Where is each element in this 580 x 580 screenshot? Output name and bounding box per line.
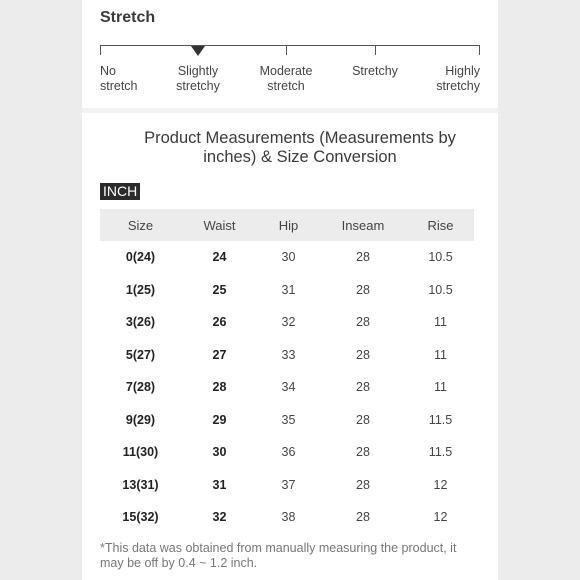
waist-cell: 27 [212,347,227,362]
hip-cell: 31 [281,282,296,297]
table-row [100,436,474,469]
stretch-level-marker-icon [191,46,205,56]
table-row [100,241,474,274]
table-row [100,306,474,339]
size-cell: 0(24) [125,250,156,265]
hip-cell: 37 [281,477,296,492]
size-cell: 1(25) [125,282,156,297]
hip-cell: 36 [281,445,296,460]
rise-cell: 10.5 [428,250,453,265]
waist-cell: 30 [212,445,227,460]
hip-cell: 33 [281,347,296,362]
stretch-tick [286,45,287,55]
size-cell: 15(32) [122,510,159,525]
measurements-title: Product Measurements (Measurements by inches) & Size Conversion [144,129,456,166]
inseam-cell: 28 [356,477,370,492]
stretch-section [82,0,498,113]
stretch-tick [479,45,480,55]
stretch-title: Stretch [100,9,156,26]
stretch-scale-line [100,45,480,46]
rise-cell: 11.5 [428,412,453,427]
hip-cell: 34 [281,380,296,395]
inseam-cell: 28 [356,445,370,460]
rise-cell: 12 [433,477,448,492]
inseam-cell: 28 [356,510,370,525]
hip-cell: 30 [281,250,296,265]
inseam-cell: 28 [356,412,370,427]
table-header-row [100,209,474,241]
stretch-tick [375,45,376,55]
measurements-section [82,113,498,580]
product-info-page [82,0,498,580]
inseam-cell: 28 [356,282,370,297]
unit-badge: INCH [100,183,140,200]
inseam-cell: 28 [356,380,370,395]
hip-cell: 32 [281,315,296,330]
inseam-cell: 28 [356,347,370,362]
column-header-waist: Waist [181,209,258,241]
table-row [100,274,474,307]
stretch-level-stretchy: Stretchy [352,64,398,78]
inseam-cell: 28 [356,250,370,265]
rise-cell: 11 [434,315,447,330]
size-cell: 5(27) [125,347,156,362]
waist-cell: 26 [212,315,227,330]
table-body [100,241,474,534]
stretch-level-slightly-stretchy: Slightly stretchy [176,64,220,93]
table-row [100,469,474,502]
inseam-cell: 28 [356,315,370,330]
size-cell: 7(28) [125,380,156,395]
size-cell: 9(29) [125,412,156,427]
rise-cell: 12 [433,510,448,525]
size-cell: 13(31) [122,477,159,492]
stretch-level-moderate-stretch: Moderate stretch [259,64,313,93]
stretch-level-no-stretch: No stretch [100,64,138,93]
size-table [100,209,474,534]
table-row [100,501,474,534]
waist-cell: 24 [212,250,227,265]
waist-cell: 32 [212,510,227,525]
waist-cell: 29 [212,412,227,427]
hip-cell: 35 [281,412,296,427]
table-row [100,404,474,437]
measurement-disclaimer: *This data was obtained from manually measuring the product, it may be off by 0.4 ~ 1.2 inch. [100,541,457,570]
waist-cell: 28 [212,380,227,395]
hip-cell: 38 [281,510,296,525]
column-header-size: Size [100,209,181,241]
stretch-tick [100,45,101,55]
rise-cell: 11 [434,380,447,395]
column-header-hip: Hip [258,209,319,241]
column-header-rise: Rise [407,209,474,241]
size-cell: 3(26) [125,315,156,330]
rise-cell: 11.5 [428,445,453,460]
table-row [100,371,474,404]
stretch-level-highly-stretchy: Highly stretchy [436,64,480,93]
waist-cell: 31 [212,477,227,492]
table-row [100,339,474,372]
column-header-inseam: Inseam [319,209,407,241]
rise-cell: 10.5 [428,282,453,297]
waist-cell: 25 [212,282,227,297]
size-cell: 11(30) [122,445,159,460]
rise-cell: 11 [434,347,447,362]
